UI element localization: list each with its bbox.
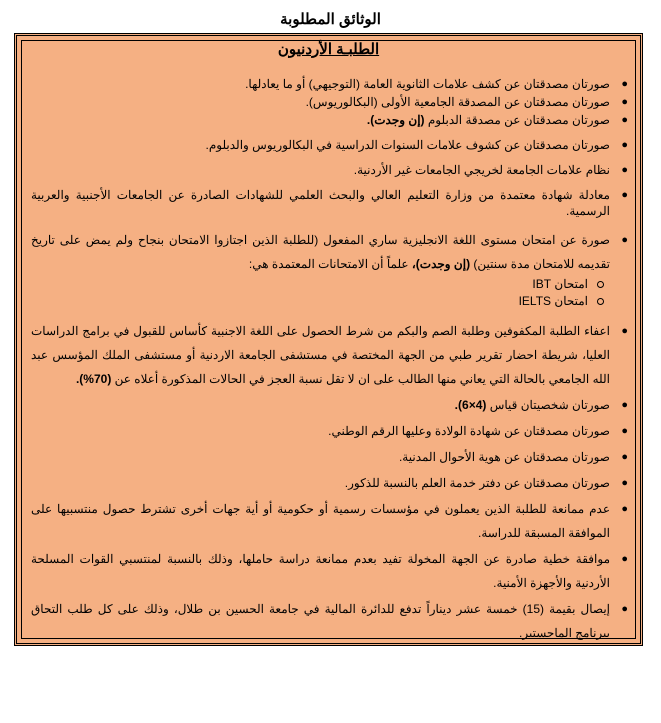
list-item: ● صورتان مصدقتان عن شهادة الولادة وعليها الرقم الوطني. — [328, 424, 628, 438]
requirements-list — [17, 76, 640, 647]
list-item: ● معادلة شهادة معتمدة من وزارة التعليم العالي والبحث العلمي للشهادات الصادرة عن الجامعات الأجنبية والعربية الرسمية. — [31, 188, 628, 218]
page-title: الوثائق المطلوبة — [280, 11, 381, 28]
list-item: ● صورتان مصدقتان عن دفتر خدمة العلم بالنسبة للذكور. — [344, 476, 628, 490]
list-item: ● صورتان مصدقتان عن كشوف علامات السنوات الدراسية في البكالوريوس والدبلوم. — [205, 138, 628, 152]
photo-size: (4×6). — [454, 398, 487, 412]
exam-item: امتحان IBT — [31, 276, 610, 293]
exam-list — [31, 276, 610, 310]
list-item: ● صورتان مصدقتان عن المصدقة الجامعية الأولى (البكالوريوس). — [305, 95, 628, 109]
disability-percent: (70%). — [75, 372, 112, 386]
list-item: ● صورتان مصدقتان عن كشف علامات الثانوية العامة (التوجيهي) أو ما يعادلها. — [245, 77, 628, 91]
list-item: ● موافقة خطية صادرة عن الجهة المخولة تفيد بعدم ممانعة دراسة حاملها، وذلك بالنسبة لمنتسبي القوات المسلحة الأردنية والأجهزة الأمنية. — [31, 552, 628, 590]
exam-item: امتحان IELTS — [31, 293, 610, 310]
section-title: الطلبـة الأردنيون — [277, 41, 380, 58]
list-item: ● عدم ممانعة للطلبة الذين يعملون في مؤسسات رسمية أو حكومية أو أية جهات أخرى تشترط حصول منتسبيها على الموافقة المسبقة للدراسة. — [31, 502, 628, 540]
list-item: ● اعفاء الطلبة المكفوفين وطلبة الصم والبكم من شرط الحصول على اللغة الاجنبية كأساس للقبول في برامج الدراسات العليا، شريطة احضار تقرير طبي من الجهة المختصة في مستشفى الجامعة الاردنية أو مستشفى الملك المؤسس عبد الله الجامعي بالحالة التي يعاني منها الطالب على ان لا تقل نسبة العجز في الحالات المذكورة أعلاه عن (70%). — [31, 324, 628, 386]
list-item: ● صورتان مصدقتان عن مصدقة الدبلوم (إن وجدت). — [366, 113, 628, 127]
list-item: ● نظام علامات الجامعة لخريجي الجامعات غير الأردنية. — [353, 163, 628, 177]
list-item: ● صورة عن امتحان مستوى اللغة الانجليزية ساري المفعول (للطلبة الذين اجتازوا الامتحان بنجاح ولم يمض على تاريخ تقديمه للامتحان مدة سنتين) (إن وجدت)، علماً أن الامتحانات المعتمدة هي: امتحان IBT امتحان IELTS — [31, 233, 628, 308]
if-available-note: (إن وجدت)، — [411, 257, 471, 271]
list-item: ● صورتان مصدقتان عن هوية الأحوال المدنية. — [398, 450, 628, 464]
list-item: ● إيصال بقيمة (15) خمسة عشر ديناراً تدفع للدائرة المالية في جامعة الحسين بن طلال، وذلك على كل طلب التحاق ببرنامج الماجستير. — [31, 602, 628, 640]
if-available-note: (إن وجدت). — [366, 113, 425, 127]
list-item: ● صورتان شخصيتان قياس (4×6). — [454, 398, 628, 412]
document-frame — [14, 33, 643, 646]
